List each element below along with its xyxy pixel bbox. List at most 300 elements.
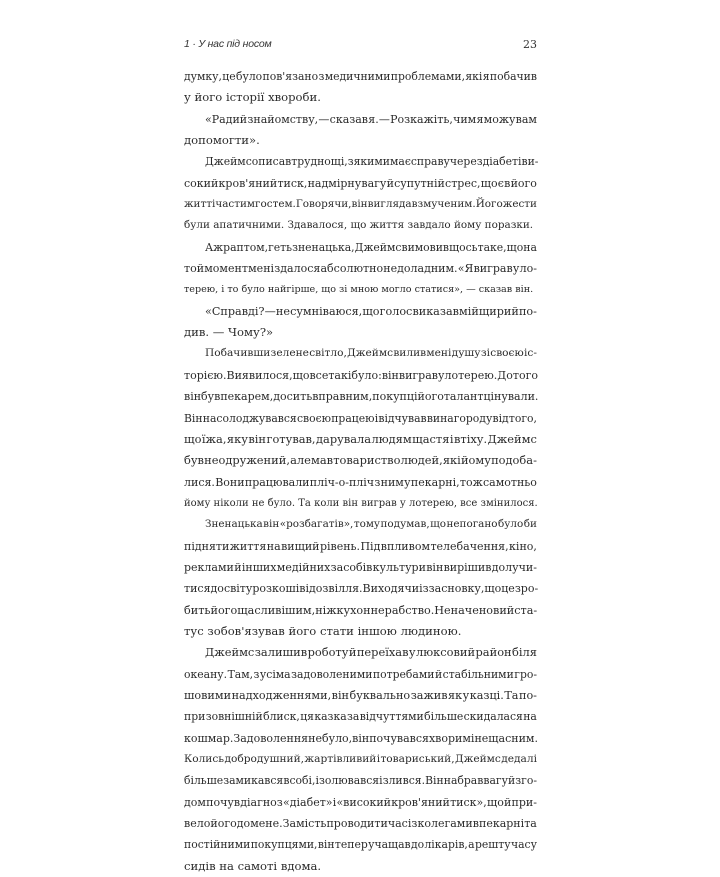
word: діабет bbox=[482, 155, 519, 169]
word: щастя bbox=[412, 431, 450, 446]
word: вправним, bbox=[312, 390, 373, 404]
word: ви- bbox=[521, 155, 539, 169]
word: готував, bbox=[266, 431, 316, 446]
word: йому bbox=[460, 453, 491, 468]
word: але bbox=[290, 453, 311, 468]
word: його bbox=[210, 603, 238, 617]
word: своєю bbox=[296, 411, 332, 425]
word: було bbox=[235, 70, 263, 83]
word: впливом bbox=[380, 539, 431, 553]
word: океану. bbox=[184, 667, 228, 681]
word: у bbox=[408, 645, 416, 660]
word: інших bbox=[241, 560, 277, 574]
word: це bbox=[501, 582, 515, 596]
word: по- bbox=[518, 304, 537, 318]
word: думку, bbox=[184, 70, 222, 83]
word: «Радий bbox=[205, 112, 248, 126]
word: замикався bbox=[223, 774, 284, 788]
word: більше bbox=[184, 774, 224, 788]
word: засновку, bbox=[428, 582, 485, 596]
line-text: терею, і то було найгірше, що зі мною могло статися», — сказав він. bbox=[184, 284, 534, 296]
word: тиск», bbox=[450, 795, 487, 809]
word: його bbox=[510, 176, 537, 190]
word: на bbox=[523, 240, 537, 254]
word: що bbox=[484, 582, 502, 596]
word: світу bbox=[223, 582, 253, 596]
word: виказав bbox=[412, 304, 459, 318]
word: я bbox=[482, 70, 490, 83]
word: неодружений, bbox=[204, 453, 290, 468]
word: здалося bbox=[274, 262, 321, 276]
word: душу bbox=[451, 347, 481, 360]
text-line bbox=[184, 365, 537, 386]
word: при- bbox=[511, 795, 537, 809]
body-text bbox=[184, 66, 537, 877]
text-line bbox=[184, 578, 537, 599]
word: дарувала bbox=[316, 431, 372, 446]
word: підняти bbox=[184, 539, 230, 553]
word: втіху. bbox=[453, 431, 488, 446]
word: він bbox=[426, 560, 444, 574]
word: ізолювався bbox=[315, 774, 380, 788]
word: таке, bbox=[477, 240, 507, 254]
word: Виявилося, bbox=[226, 368, 293, 382]
word: рабство. bbox=[384, 603, 435, 617]
word: має bbox=[389, 155, 411, 169]
word: кров'яний bbox=[218, 176, 278, 190]
word: роботу bbox=[307, 645, 349, 660]
word: район bbox=[475, 645, 512, 660]
word: зі bbox=[480, 347, 490, 360]
word: скидалася bbox=[463, 710, 523, 724]
word: товариство bbox=[333, 453, 401, 468]
word: злився. bbox=[382, 774, 425, 788]
text-line bbox=[184, 685, 537, 706]
word: дозвілля. bbox=[309, 582, 363, 596]
word: і bbox=[518, 155, 522, 169]
word: через bbox=[449, 155, 483, 169]
word: казка bbox=[314, 710, 347, 724]
word: проблемами, bbox=[390, 70, 466, 83]
word: є bbox=[497, 176, 504, 190]
word: було bbox=[498, 518, 524, 531]
word: житті bbox=[184, 198, 216, 211]
word: зовнішній bbox=[205, 710, 263, 724]
word: часу bbox=[510, 838, 537, 852]
word: біля bbox=[512, 645, 537, 660]
word: надходженнями, bbox=[231, 688, 332, 702]
text-line bbox=[184, 642, 537, 663]
word: — bbox=[318, 112, 330, 126]
line-text: тус зобов'язував його стати іншою людиною. bbox=[184, 623, 462, 638]
word: працювали bbox=[244, 475, 310, 489]
text-line bbox=[184, 834, 537, 855]
word: нещасним. bbox=[474, 731, 538, 745]
word: Побачивши bbox=[205, 347, 271, 360]
word: долучи- bbox=[491, 560, 537, 574]
word: життя bbox=[229, 539, 267, 553]
word: діагноз bbox=[240, 795, 283, 809]
text-line bbox=[184, 600, 537, 621]
word: що bbox=[430, 518, 447, 531]
word: колегами bbox=[417, 817, 473, 831]
word: хворим bbox=[428, 731, 471, 745]
word: задоволеними bbox=[291, 667, 373, 681]
word: кухонне bbox=[336, 603, 385, 617]
text-line bbox=[184, 557, 537, 578]
text-line bbox=[184, 279, 537, 300]
word: з bbox=[374, 475, 381, 489]
word: культури bbox=[372, 560, 426, 574]
word: виглядав bbox=[367, 198, 418, 211]
word: Зненацька bbox=[205, 518, 263, 531]
word: абсолютно bbox=[320, 262, 384, 276]
text-line bbox=[184, 343, 537, 364]
word: покупцями, bbox=[250, 838, 318, 852]
word: Джеймс bbox=[205, 645, 255, 660]
word: почувався bbox=[369, 731, 429, 745]
word: чим bbox=[453, 112, 477, 126]
word: у bbox=[404, 475, 411, 489]
text-line bbox=[184, 514, 537, 535]
word: і bbox=[347, 368, 352, 382]
word: непогано bbox=[446, 518, 498, 531]
word: гро- bbox=[514, 667, 537, 681]
word: відчуттями bbox=[359, 710, 424, 724]
word: мені bbox=[426, 347, 452, 360]
word: зго- bbox=[515, 774, 537, 788]
word: Він bbox=[425, 774, 444, 788]
word: мій bbox=[459, 304, 479, 318]
word: і bbox=[376, 753, 381, 765]
word: надмірну bbox=[307, 176, 362, 190]
word: що bbox=[486, 795, 504, 809]
word: і bbox=[470, 731, 475, 745]
text-line bbox=[184, 813, 537, 834]
text-line bbox=[184, 450, 537, 471]
word: той bbox=[184, 262, 205, 276]
word: Він bbox=[184, 411, 203, 425]
text-line bbox=[184, 728, 537, 749]
word: гостем. bbox=[255, 198, 296, 211]
word: він bbox=[184, 390, 202, 404]
word: «розбагатів», bbox=[279, 518, 354, 531]
word: його bbox=[417, 390, 444, 404]
word: виграв bbox=[398, 368, 438, 382]
word: Його bbox=[475, 198, 503, 211]
word: Джеймс bbox=[454, 753, 501, 765]
word: вирішив bbox=[443, 560, 492, 574]
word: щирий bbox=[478, 304, 519, 318]
word: ста- bbox=[514, 603, 538, 617]
word: до bbox=[410, 838, 425, 852]
word: мені bbox=[248, 262, 275, 276]
word: світло, bbox=[309, 347, 347, 360]
word: стабільними bbox=[442, 667, 514, 681]
word: дедалі bbox=[501, 753, 537, 765]
word: Виходячи bbox=[362, 582, 420, 596]
word: мав bbox=[311, 453, 334, 468]
word: торією. bbox=[184, 368, 227, 382]
word: тепер bbox=[334, 838, 368, 852]
word: переїхав bbox=[356, 645, 409, 660]
word: можу bbox=[483, 112, 516, 126]
word: проводити bbox=[326, 817, 388, 831]
word: раптом, bbox=[223, 240, 269, 254]
word: вагу bbox=[483, 774, 508, 788]
word: щасливішим, bbox=[237, 603, 316, 617]
word: пекарні, bbox=[410, 475, 460, 489]
word: того, bbox=[508, 411, 537, 425]
word: сокий bbox=[184, 176, 219, 190]
word: шовими bbox=[184, 688, 232, 702]
word: він bbox=[263, 518, 280, 531]
text-line bbox=[184, 109, 537, 130]
word: виграв bbox=[473, 262, 513, 276]
word: що bbox=[292, 368, 310, 382]
word: вищий bbox=[281, 539, 320, 553]
word: новий bbox=[478, 603, 515, 617]
word: час bbox=[387, 817, 408, 831]
text-line bbox=[184, 493, 537, 514]
word: не bbox=[308, 731, 322, 745]
word: й bbox=[386, 176, 394, 190]
word: кіно, bbox=[509, 539, 537, 553]
word: за bbox=[347, 710, 360, 724]
word: зро- bbox=[514, 582, 539, 596]
text-line bbox=[184, 706, 537, 727]
word: жести bbox=[502, 198, 537, 211]
word: було, bbox=[321, 731, 353, 745]
word: не bbox=[275, 304, 290, 318]
word: учащав bbox=[368, 838, 411, 852]
word: Та bbox=[504, 688, 519, 702]
word: зажив bbox=[410, 688, 448, 702]
word: Під bbox=[360, 539, 381, 553]
word: постійними bbox=[184, 838, 251, 852]
word: вагу bbox=[361, 176, 387, 190]
word: ця bbox=[300, 710, 314, 724]
word: зненацька, bbox=[292, 240, 355, 254]
text-line bbox=[184, 770, 537, 791]
word: він bbox=[381, 368, 399, 382]
word: тож bbox=[459, 475, 483, 489]
word: лотерею. bbox=[444, 368, 498, 382]
word: від bbox=[492, 411, 509, 425]
word: кошмар. bbox=[184, 731, 234, 745]
word: «Справді? bbox=[205, 304, 265, 318]
word: сказав bbox=[329, 112, 369, 126]
word: відчував bbox=[378, 411, 427, 425]
word: іс- bbox=[524, 347, 537, 360]
word: стрес, bbox=[445, 176, 481, 190]
word: талант bbox=[443, 390, 484, 404]
word: того bbox=[512, 368, 538, 382]
word: Задоволення bbox=[233, 731, 309, 745]
word: почув bbox=[206, 795, 241, 809]
word: людям bbox=[371, 431, 412, 446]
word: які bbox=[442, 453, 461, 468]
word: самотньо bbox=[482, 475, 537, 489]
word: і bbox=[332, 795, 337, 809]
word: й bbox=[234, 560, 242, 574]
word: дом bbox=[184, 795, 206, 809]
line-text: йому ніколи не було. Та коли він виграв у лотерею, все змінилося. bbox=[184, 497, 538, 509]
word: та bbox=[524, 817, 537, 831]
word: був bbox=[184, 453, 204, 468]
word: яку bbox=[226, 431, 248, 446]
running-head: 1 · У нас під носом bbox=[184, 38, 272, 50]
word: Вони bbox=[215, 475, 245, 489]
text-line bbox=[184, 322, 537, 343]
word: вам bbox=[515, 112, 537, 126]
line-text: були апатичними. Здавалося, що життя завдало йому поразки. bbox=[184, 219, 534, 232]
word: вимовив bbox=[401, 240, 450, 254]
text-line bbox=[184, 215, 537, 236]
word: що bbox=[480, 176, 498, 190]
word: буквально bbox=[349, 688, 411, 702]
word: на bbox=[266, 539, 281, 553]
word: реклами bbox=[184, 560, 234, 574]
word: подумав, bbox=[380, 518, 430, 531]
word: решту bbox=[474, 838, 511, 852]
word: із bbox=[407, 817, 418, 831]
word: ним bbox=[380, 475, 404, 489]
word: Говорячи, bbox=[295, 198, 352, 211]
word: Аж bbox=[205, 240, 224, 254]
word: був bbox=[201, 390, 221, 404]
word: кров'яний bbox=[391, 795, 450, 809]
word: пов'язано bbox=[262, 70, 319, 83]
text-line bbox=[184, 429, 537, 450]
word: розкошів bbox=[252, 582, 306, 596]
word: це bbox=[222, 70, 236, 83]
word: з bbox=[318, 70, 325, 83]
word: їжа, bbox=[201, 431, 227, 446]
word: подоба- bbox=[491, 453, 537, 468]
word: телебачення, bbox=[430, 539, 509, 553]
word: супутній bbox=[394, 176, 445, 190]
word: потребами bbox=[372, 667, 435, 681]
word: так bbox=[328, 368, 348, 382]
word: і bbox=[305, 582, 310, 596]
word: би bbox=[523, 518, 537, 531]
word: «діабет» bbox=[283, 795, 333, 809]
word: лікарів, bbox=[424, 838, 468, 852]
word: в bbox=[472, 817, 479, 831]
word: більше bbox=[424, 710, 464, 724]
page-header bbox=[184, 38, 537, 54]
word: як bbox=[448, 688, 463, 702]
word: товариський, bbox=[380, 753, 455, 765]
word: працею bbox=[331, 411, 375, 425]
word: я bbox=[476, 112, 484, 126]
word: а bbox=[468, 838, 475, 852]
word: Там, bbox=[227, 667, 254, 681]
word: Замість bbox=[282, 817, 327, 831]
word: якими bbox=[353, 155, 390, 169]
word: з bbox=[347, 155, 354, 169]
word: людей, bbox=[400, 453, 443, 468]
word: тому bbox=[353, 518, 381, 531]
text-line bbox=[184, 66, 537, 87]
word: своєю bbox=[490, 347, 524, 360]
line-text: у його історії хвороби. bbox=[184, 90, 321, 105]
text-line bbox=[184, 151, 537, 172]
word: блиск, bbox=[263, 710, 300, 724]
word: зелене bbox=[270, 347, 309, 360]
word: описав bbox=[251, 155, 292, 169]
word: казці. bbox=[469, 688, 504, 702]
word: побачив bbox=[489, 70, 537, 83]
word: геть bbox=[268, 240, 292, 254]
word: — bbox=[264, 304, 276, 318]
word: досить bbox=[273, 390, 313, 404]
word: До bbox=[497, 368, 513, 382]
word: Джеймс bbox=[487, 431, 537, 446]
word: Неначе bbox=[434, 603, 479, 617]
word: труднощі, bbox=[291, 155, 348, 169]
word: і bbox=[449, 431, 454, 446]
text-line bbox=[184, 856, 537, 877]
text-line bbox=[184, 792, 537, 813]
text-line bbox=[184, 301, 537, 322]
word: медійних bbox=[276, 560, 331, 574]
word: в bbox=[283, 774, 290, 788]
word: набрав bbox=[443, 774, 484, 788]
word: й bbox=[434, 667, 443, 681]
word: й bbox=[348, 645, 357, 660]
word: справу bbox=[410, 155, 450, 169]
text-line bbox=[184, 258, 537, 279]
word: винагороду bbox=[426, 411, 493, 425]
word: і bbox=[379, 774, 383, 788]
word: він bbox=[317, 838, 335, 852]
word: Джеймс bbox=[354, 240, 402, 254]
word: знайомству, bbox=[247, 112, 319, 126]
word: до bbox=[210, 582, 224, 596]
word: залишив bbox=[254, 645, 308, 660]
word: Колись bbox=[184, 753, 225, 765]
word: ло- bbox=[519, 262, 537, 276]
word: тиск, bbox=[277, 176, 308, 190]
word: цінували. bbox=[483, 390, 539, 404]
text-line bbox=[184, 536, 537, 557]
word: насолоджувався bbox=[202, 411, 297, 425]
text-line bbox=[184, 749, 537, 770]
word: при bbox=[184, 710, 206, 724]
word: вело bbox=[184, 817, 211, 831]
word: пекарем, bbox=[220, 390, 274, 404]
text-line bbox=[184, 173, 537, 194]
word: його bbox=[210, 817, 237, 831]
line-text: див. — Чому?» bbox=[184, 325, 274, 340]
word: момент bbox=[204, 262, 248, 276]
word: з bbox=[253, 667, 260, 681]
word: недоладним. bbox=[383, 262, 458, 276]
line-text: допомогти». bbox=[184, 133, 260, 148]
word: частим bbox=[215, 198, 255, 211]
word: на bbox=[523, 710, 537, 724]
word: вилив bbox=[393, 347, 427, 360]
word: й bbox=[508, 774, 516, 788]
word: жартівливий bbox=[304, 753, 377, 765]
word: все bbox=[309, 368, 329, 382]
text-line bbox=[184, 237, 537, 258]
line-text: сидів на самоті вдома. bbox=[184, 858, 322, 873]
text-line bbox=[184, 87, 537, 108]
word: пліч-о-пліч bbox=[309, 475, 375, 489]
